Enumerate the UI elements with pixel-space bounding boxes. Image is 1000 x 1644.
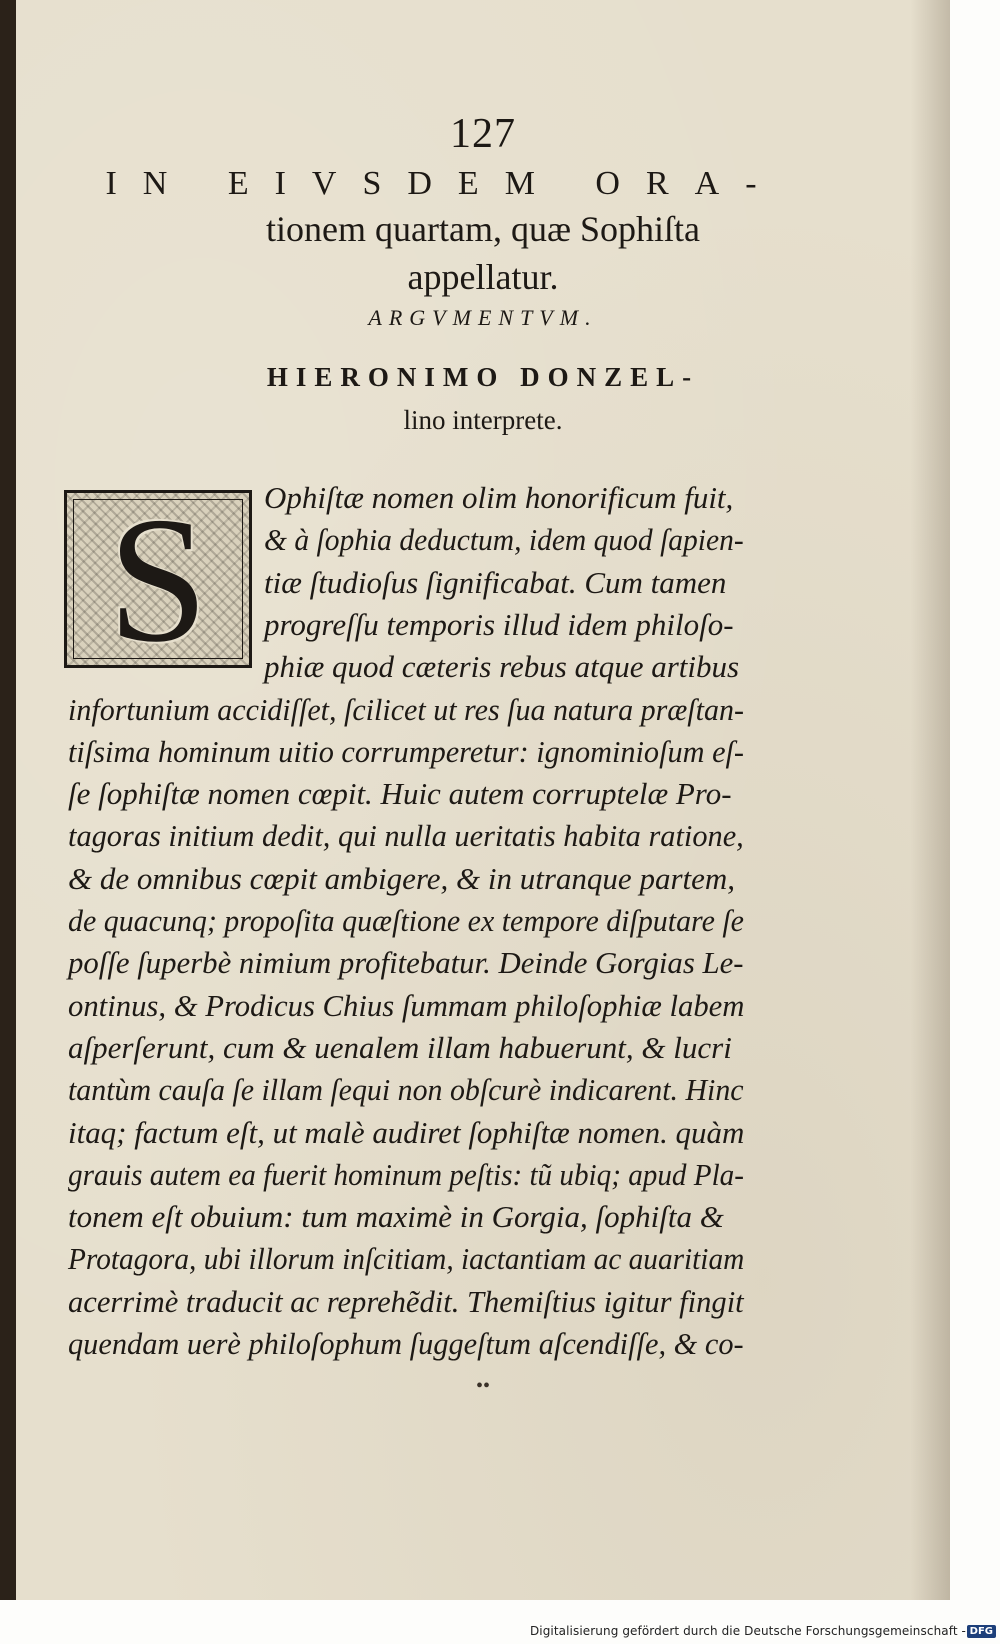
page-number: 127 (450, 111, 516, 157)
body-line: ontinus, & Prodicus Chius ſummam philoſophiæ labem (68, 987, 745, 1023)
body-line: Ophiſtæ nomen olim honorificum fuit, (264, 480, 734, 515)
dfg-logo-badge: DFG (967, 1625, 996, 1638)
body-line: infortunium accidiſſet, ſcilicet ut res ſua natura præſtan- (68, 691, 745, 727)
body-line: grauis autem ea fuerit hominum peſtis: tũ ubiq; apud Pla- (68, 1156, 744, 1192)
body-line: Protagora, ubi illorum inſcitiam, iactantiam ac auaritiam (68, 1241, 745, 1277)
funding-note: Digitalisierung gefördert durch die Deutsche Forschungsgemeinschaft - (529, 1624, 966, 1638)
body-line: & de omnibus cœpit ambigere, & in utranque partem, (68, 860, 736, 896)
decorated-initial (64, 480, 252, 679)
body-line: quendam uerè philoſophum ſuggeſtum aſcendiſſe, & co- (68, 1326, 744, 1361)
body-line: tonem eſt obuium: tum maximè in Gorgia, ſophiſta & (68, 1199, 724, 1235)
heading-line-2: tionem quartam, quæ Sophiſta (266, 209, 700, 249)
body-line: poſſe ſuperbè nimium profitebatur. Deinde Gorgias Le- (68, 945, 744, 981)
decorated-initial-letter: S (107, 480, 209, 679)
argumentum-heading: ARGVMENTVM. (368, 305, 598, 330)
body-line: ſe ſophiſtæ nomen cœpit. Huic autem corruptelæ Pro- (68, 776, 732, 812)
body-line: acerrimè traducit ac reprehẽdit. Themiſtius igitur fingit (68, 1283, 744, 1319)
body-line: tagoras initium dedit, qui nulla ueritatis habita ratione, (68, 818, 744, 854)
heading-line-3: appellatur. (407, 257, 559, 297)
body-line: & à ſophia deductum, idem quod ſapien- (264, 522, 744, 558)
body-line: tantùm cauſa ſe illam ſequi non obſcurè indicarent. Hinc (68, 1072, 744, 1108)
book-binding-edge (0, 0, 16, 1600)
signature-mark: •• (475, 1375, 490, 1397)
body-line: itaq; factum eſt, ut malè audiret ſophiſtæ nomen. quàm (68, 1114, 745, 1150)
body-line: de quacunq; propoſita quæſtione ex tempore diſputare ſe (68, 903, 744, 938)
body-line: tiſsima hominum uitio corrumperetur: ignominioſum eſ- (68, 733, 745, 769)
scan-margin-right (950, 0, 1000, 1600)
body-line: phiæ quod cæteris rebus atque artibus (264, 649, 740, 685)
heading-line-1: IN EIVSDEM ORA- (105, 165, 783, 202)
interpreter-line-2: lino interprete. (403, 405, 563, 435)
interpreter-line-1: HIERONIMO DONZEL- (266, 362, 700, 392)
body-line: aſperſerunt, cum & uenalem illam habuerunt, & lucri (68, 1029, 732, 1065)
body-line: tiæ ſtudioſus ſignificabat. Cum tamen (264, 564, 727, 600)
book-page (16, 0, 950, 1600)
digitization-footer-bar (0, 1600, 1000, 1644)
body-line: progreſſu temporis illud idem philoſo- (264, 606, 734, 642)
